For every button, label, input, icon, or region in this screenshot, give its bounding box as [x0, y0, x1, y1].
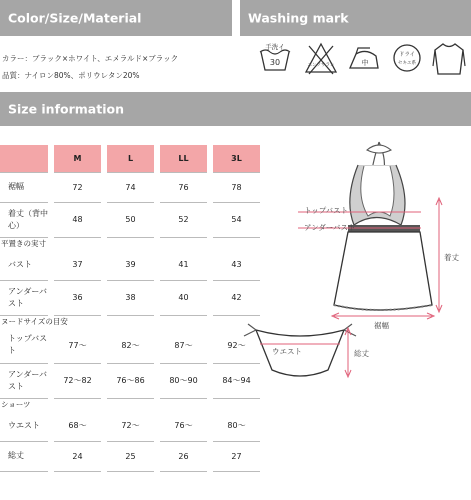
size-cell: 80〜90 [160, 363, 207, 398]
size-cell: 38 [107, 280, 154, 315]
size-cell: 50 [107, 202, 154, 237]
size-cell: 26 [160, 441, 207, 471]
size-cell: 40 [160, 280, 207, 315]
size-row-label: アンダーバスト [0, 363, 48, 398]
size-cell: 87〜 [160, 328, 207, 363]
size-row-label: 裾幅 [0, 172, 48, 202]
size-cell: 37 [54, 250, 101, 280]
hand-wash-label: 手洗イ [265, 43, 285, 51]
size-cell: 76〜86 [107, 363, 154, 398]
length-label: 着丈 [444, 253, 459, 262]
size-section-label: ショーツ [1, 400, 31, 410]
color-info: カラー：ブラック×ホワイト、エメラルド×ブラック [2, 54, 179, 63]
size-cell: 41 [160, 250, 207, 280]
size-cell: 24 [54, 441, 101, 471]
size-cell: 84〜94 [213, 363, 260, 398]
hem-width-label: 裾幅 [374, 321, 389, 330]
underbust-band [348, 225, 420, 232]
size-cell: 78 [213, 172, 260, 202]
size-cell: 72 [54, 172, 101, 202]
size-row-label: バスト [0, 250, 48, 280]
color-size-material-header [0, 0, 232, 36]
iron-medium-icon [346, 40, 382, 78]
size-row-label: 着丈（背中心） [0, 202, 48, 237]
size-cell: 74 [107, 172, 154, 202]
size-section-row [0, 398, 260, 411]
size-table [0, 145, 260, 472]
size-cell: 77〜 [54, 328, 101, 363]
size-row [0, 328, 260, 363]
total-length-label: 総丈 [354, 349, 369, 358]
size-cell: 42 [213, 280, 260, 315]
size-information-title: Size information [8, 101, 124, 117]
garment-diagram [236, 130, 471, 500]
shirt-icon [432, 40, 466, 78]
size-cell: 76〜 [160, 411, 207, 441]
size-cell: 48 [54, 202, 101, 237]
size-header-row [0, 145, 260, 172]
size-section-label: 平置きの実寸 [1, 239, 46, 249]
size-row-label: ウエスト [0, 411, 48, 441]
size-section-label: ヌードサイズの目安 [1, 317, 68, 327]
size-row [0, 363, 260, 398]
top-bust-label: トップバスト [304, 206, 349, 215]
material-info: 品質：ナイロン80%、ポリウレタン20% [2, 71, 140, 80]
size-row-label: トップバスト [0, 328, 48, 363]
size-header-cell: L [107, 145, 154, 172]
iron-label: 中 [361, 59, 369, 67]
size-row [0, 172, 260, 202]
size-header-corner [0, 145, 48, 172]
size-row-label: アンダーバスト [0, 280, 48, 315]
hand-wash-temp: 30 [269, 58, 281, 67]
size-cell: 80〜 [213, 411, 260, 441]
size-cell: 52 [160, 202, 207, 237]
hand-wash-30-icon [258, 40, 292, 78]
size-cell: 39 [107, 250, 154, 280]
color-size-material-title: Color/Size/Material [8, 10, 142, 26]
size-cell: 72〜 [107, 411, 154, 441]
no-bleach-label: エンソサラシ [307, 63, 335, 68]
size-header-cell: LL [160, 145, 207, 172]
size-row [0, 202, 260, 237]
size-cell: 72〜82 [54, 363, 101, 398]
size-cell: 92〜 [213, 328, 260, 363]
washing-mark-title: Washing mark [248, 10, 349, 26]
size-cell: 36 [54, 280, 101, 315]
size-cell: 27 [213, 441, 260, 471]
size-row [0, 280, 260, 315]
washing-mark-header [240, 0, 471, 36]
size-information-header [0, 92, 471, 126]
waist-label: ウエスト [272, 347, 302, 356]
dry-clean-icon [388, 40, 426, 78]
size-cell: 68〜 [54, 411, 101, 441]
size-section-row [0, 315, 260, 328]
size-row-label: 総丈 [0, 441, 48, 471]
garment-drawing [236, 130, 471, 500]
washing-icons [256, 40, 471, 80]
no-bleach-icon [304, 40, 338, 78]
size-cell: 76 [160, 172, 207, 202]
size-section-row [0, 237, 260, 250]
size-header-cell: 3L [213, 145, 260, 172]
under-bust-label: アンダーバスト [304, 223, 356, 232]
size-header-cell: M [54, 145, 101, 172]
size-row [0, 250, 260, 280]
size-cell: 25 [107, 441, 154, 471]
size-cell: 82〜 [107, 328, 154, 363]
size-cell: 54 [213, 202, 260, 237]
size-row [0, 411, 260, 441]
size-cell: 43 [213, 250, 260, 280]
size-row [0, 441, 260, 471]
dry-clean-label-top: ドライ [398, 52, 416, 58]
dry-clean-label-bottom: セキユ系 [398, 61, 416, 66]
